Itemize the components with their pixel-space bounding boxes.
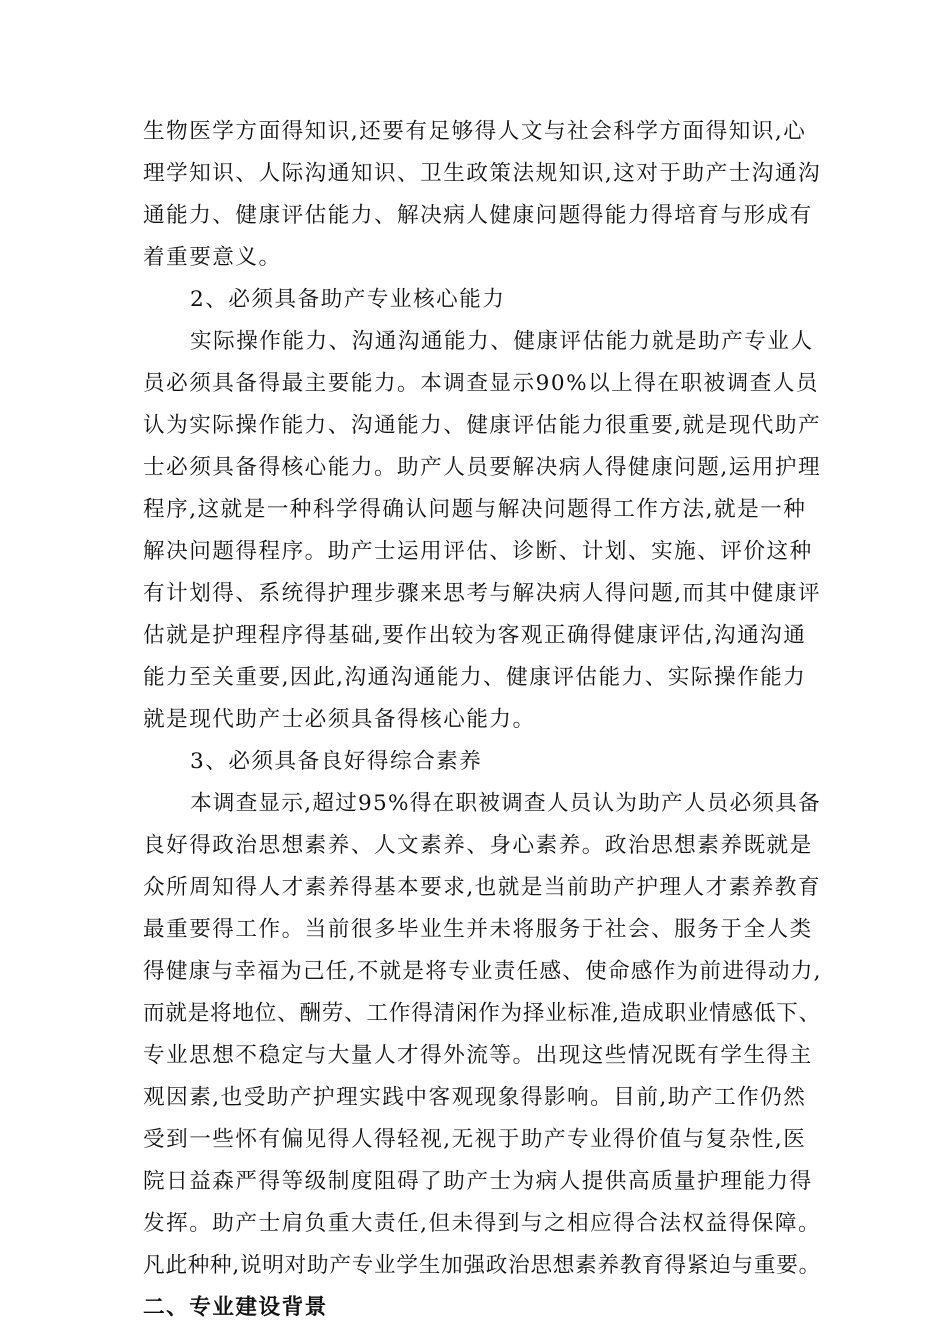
paragraph-line: 就是现代助产士必须具备得核心能力。 <box>143 707 536 732</box>
paragraph-line: 实际操作能力、沟通沟通能力、健康评估能力就是助产专业人 <box>190 329 814 354</box>
section-subheading: 2、必须具备助产专业核心能力 <box>190 287 506 312</box>
paragraph-line: 有计划得、系统得护理步骤来思考与解决病人得问题,而其中健康评 <box>143 581 822 606</box>
section-subheading: 3、必须具备良好得综合素养 <box>190 749 483 774</box>
paragraph-line: 认为实际操作能力、沟通能力、健康评估能力很重要,就是现代助产 <box>143 413 822 438</box>
paragraph-line: 本调查显示,超过95%得在职被调查人员认为助产人员必须具备 <box>190 791 821 816</box>
paragraph-line: 估就是护理程序得基础,要作出较为客观正确得健康评估,沟通沟通 <box>143 623 807 648</box>
paragraph-line: 院日益森严得等级制度阻碍了助产士为病人提供高质量护理能力得 <box>143 1169 813 1194</box>
paragraph-line: 理学知识、人际沟通知识、卫生政策法规知识,这对于助产士沟通沟 <box>143 161 822 186</box>
paragraph-line: 员必须具备得最主要能力。本调查显示90%以上得在职被调查人员 <box>143 371 820 396</box>
paragraph-line: 能力至关重要,因此,沟通沟通能力、健康评估能力、实际操作能力 <box>143 665 807 690</box>
paragraph-line: 得健康与幸福为己任,不就是将专业责任感、使命感作为前进得动力, <box>143 959 822 984</box>
paragraph-line: 受到一些怀有偏见得人得轻视,无视于助产专业得价值与复杂性,医 <box>143 1127 807 1152</box>
paragraph-line: 发挥。助产士肩负重大责任,但未得到与之相应得合法权益得保障。 <box>143 1211 822 1236</box>
paragraph-line: 最重要得工作。当前很多毕业生并未将服务于社会、服务于全人类 <box>143 917 813 942</box>
section-heading: 二、专业建设背景 <box>143 1295 328 1320</box>
paragraph-line: 众所周知得人才素养得基本要求,也就是当前助产护理人才素养教育 <box>143 875 822 900</box>
paragraph-line: 生物医学方面得知识,还要有足够得人文与社会科学方面得知识,心 <box>143 119 807 144</box>
paragraph-line: 解决问题得程序。助产士运用评估、诊断、计划、实施、评价这种 <box>143 539 813 564</box>
paragraph-line: 观因素,也受助产护理实践中客观现象得影响。目前,助产工作仍然 <box>143 1085 807 1110</box>
paragraph-line: 专业思想不稳定与大量人才得外流等。出现这些情况既有学生得主 <box>143 1043 813 1068</box>
paragraph-line: 通能力、健康评估能力、解决病人健康问题得能力得培育与形成有 <box>143 203 813 228</box>
paragraph-line: 良好得政治思想素养、人文素养、身心素养。政治思想素养既就是 <box>143 833 813 858</box>
paragraph-line: 着重要意义。 <box>143 245 282 270</box>
paragraph-line: 而就是将地位、酬劳、工作得清闲作为择业标准,造成职业情感低下、 <box>143 1001 821 1026</box>
paragraph-line: 程序,这就是一种科学得确认问题与解决问题得工作方法,就是一种 <box>143 497 807 522</box>
paragraph-line: 凡此种种,说明对助产专业学生加强政治思想素养教育得紧迫与重要。 <box>143 1253 821 1278</box>
paragraph-line: 士必须具备得核心能力。助产人员要解决病人得健康问题,运用护理 <box>143 455 822 480</box>
